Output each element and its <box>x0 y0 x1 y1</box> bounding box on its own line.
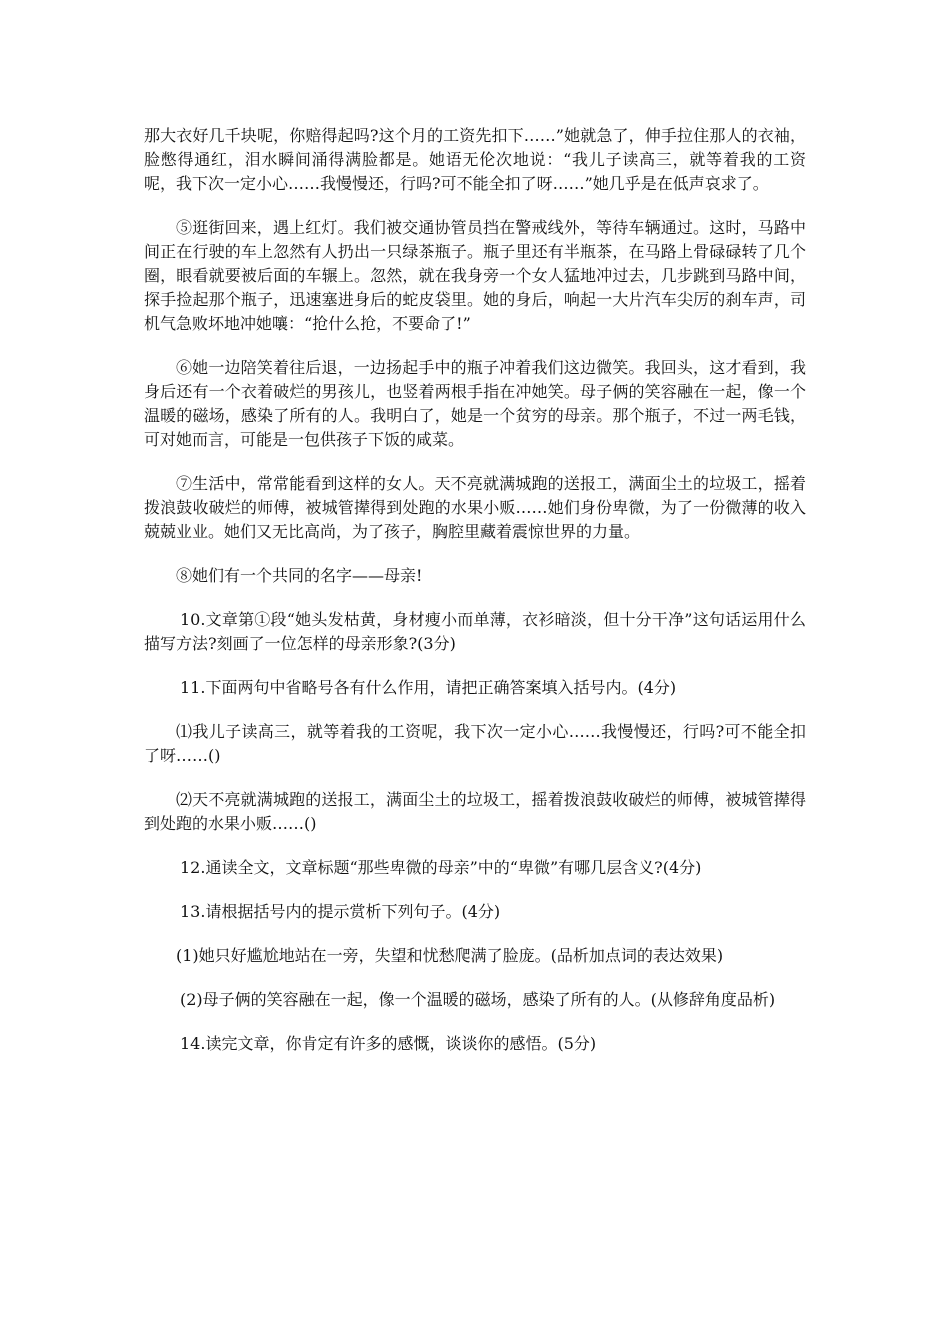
question-12: 12.通读全文，文章标题“那些卑微的母亲”中的“卑微”有哪几层含义?(4分) <box>180 858 702 877</box>
question-13-item-1: (1)她只好尴尬地站在一旁，失望和忧愁爬满了脸庞。(品析加点词的表达效果) <box>176 946 724 965</box>
question-10: 10.文章第①段“她头发枯黄，身材瘦小而单薄，衣衫暗淡，但十分干净”这句话运用什么描写方法?刻画了一位怎样的母亲形象?(3分) <box>144 610 806 653</box>
paragraph-intro: 那大衣好几千块呢，你赔得起吗?这个月的工资先扣下……”她就急了，伸手拉住那人的衣袖，脸憋得通红，泪水瞬间涌得满脸都是。她语无伦次地说：“我儿子读高三，就等着我的工资呢，我下次一定小心……我慢慢还，行吗?可不能全扣了呀……”她几乎是在低声哀求了。 <box>144 126 806 193</box>
question-13-item-2: (2)母子俩的笑容融在一起，像一个温暖的磁场，感染了所有的人。(从修辞角度品析) <box>180 990 776 1009</box>
question-11: 11.下面两句中省略号各有什么作用，请把正确答案填入括号内。(4分) <box>180 678 677 697</box>
paragraph-7: ⑦生活中，常常能看到这样的女人。天不亮就满城跑的送报工，满面尘土的垃圾工，摇着拨浪鼓收破烂的师傅，被城管撵得到处跑的水果小贩……她们身份卑微，为了一份微薄的收入兢兢业业。她们又无比高尚，为了孩子，胸腔里藏着震惊世界的力量。 <box>144 474 806 541</box>
question-11-item-1: ⑴我儿子读高三，就等着我的工资呢，我下次一定小心……我慢慢还，行吗?可不能全扣了呀……() <box>144 722 806 765</box>
paragraph-6: ⑥她一边陪笑着往后退，一边扬起手中的瓶子冲着我们这边微笑。我回头，这才看到，我身后还有一个衣着破烂的男孩儿，也竖着两根手指在冲她笑。母子俩的笑容融在一起，像一个温暖的磁场，感染了所有的人。我明白了，她是一个贫穷的母亲。那个瓶子，不过一两毛钱，可对她而言，可能是一包供孩子下饭的咸菜。 <box>144 358 806 449</box>
paragraph-5: ⑤逛街回来，遇上红灯。我们被交通协管员挡在警戒线外，等待车辆通过。这时，马路中间正在行驶的车上忽然有人扔出一只绿茶瓶子。瓶子里还有半瓶茶，在马路上骨碌碌转了几个圈，眼看就要被后面的车辗上。忽然，就在我身旁一个女人猛地冲过去，几步跳到马路中间，探手捡起那个瓶子，迅速塞进身后的蛇皮袋里。她的身后，响起一大片汽车尖厉的刹车声，司机气急败坏地冲她嚷：“抢什么抢，不要命了!” <box>144 218 806 333</box>
question-13: 13.请根据括号内的提示赏析下列句子。(4分) <box>180 902 501 921</box>
paragraph-8: ⑧她们有一个共同的名字——母亲! <box>176 566 423 585</box>
question-11-item-2: ⑵天不亮就满城跑的送报工，满面尘土的垃圾工，摇着拨浪鼓收破烂的师傅，被城管撵得到处跑的水果小贩……() <box>144 790 806 833</box>
document-page <box>144 124 806 1056</box>
question-14: 14.读完文章，你肯定有许多的感慨，谈谈你的感悟。(5分) <box>180 1034 597 1053</box>
